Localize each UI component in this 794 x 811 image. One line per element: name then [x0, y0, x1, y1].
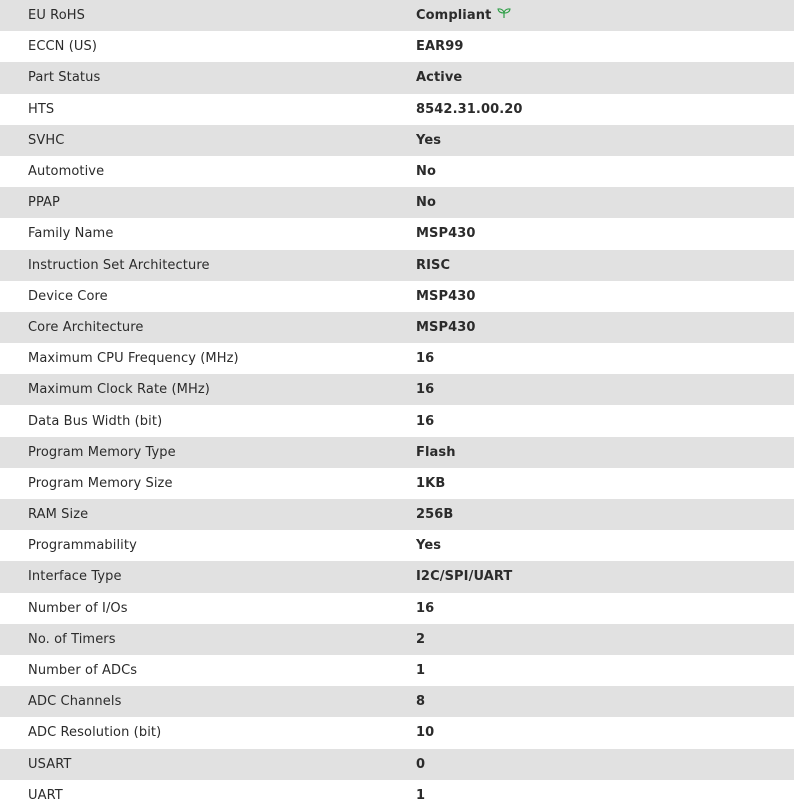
spec-label: PPAP: [28, 195, 60, 211]
spec-value: 8542.31.00.20: [416, 101, 523, 117]
spec-label: ADC Channels: [28, 694, 122, 710]
spec-row: [0, 561, 794, 592]
spec-value: 8: [416, 694, 426, 710]
spec-label: RAM Size: [28, 507, 89, 523]
spec-value: EAR99: [416, 39, 464, 55]
spec-value: No: [416, 195, 437, 211]
spec-value: Flash: [416, 444, 456, 460]
spec-value: 2: [416, 631, 426, 647]
spec-row: [0, 343, 794, 374]
spec-value: I2C/SPI/UART: [416, 569, 513, 585]
spec-row: [0, 405, 794, 436]
spec-label: Interface Type: [28, 569, 122, 585]
spec-label: Automotive: [28, 164, 105, 180]
spec-row: [0, 717, 794, 748]
spec-label: Instruction Set Architecture: [28, 257, 210, 273]
spec-value: 256B: [416, 507, 454, 523]
spec-row: [0, 218, 794, 249]
spec-row: [0, 0, 794, 31]
spec-label: Number of I/Os: [28, 600, 128, 616]
spec-row: [0, 250, 794, 281]
spec-row: [0, 31, 794, 62]
spec-row: [0, 780, 794, 811]
spec-value: 1: [416, 787, 426, 803]
spec-label: Programmability: [28, 538, 137, 554]
spec-label: Number of ADCs: [28, 663, 138, 679]
spec-value-cell: [416, 0, 794, 31]
spec-value: 16: [416, 351, 435, 367]
spec-value: Yes: [416, 132, 442, 148]
spec-label: Part Status: [28, 70, 101, 86]
spec-value: 16: [416, 413, 435, 429]
spec-value: Active: [416, 70, 463, 86]
spec-value: RISC: [416, 257, 451, 273]
spec-label: USART: [28, 756, 72, 772]
spec-row: [0, 156, 794, 187]
spec-value: Compliant: [416, 8, 492, 24]
spec-value: 1KB: [416, 475, 446, 491]
spec-label: Core Architecture: [28, 319, 144, 335]
spec-row: [0, 437, 794, 468]
spec-row: [0, 374, 794, 405]
spec-row: [0, 125, 794, 156]
spec-label: EU RoHS: [28, 8, 85, 24]
spec-row: [0, 686, 794, 717]
spec-row: [0, 749, 794, 780]
spec-label: ECCN (US): [28, 39, 98, 55]
spec-label: Maximum Clock Rate (MHz): [28, 382, 210, 398]
spec-label: SVHC: [28, 132, 65, 148]
spec-row: [0, 94, 794, 125]
spec-label: Family Name: [28, 226, 114, 242]
spec-row: [0, 655, 794, 686]
spec-value: MSP430: [416, 319, 476, 335]
spec-row: [0, 187, 794, 218]
spec-value: Yes: [416, 538, 442, 554]
spec-row: [0, 281, 794, 312]
spec-label: UART: [28, 787, 63, 803]
spec-row: [0, 499, 794, 530]
spec-value: MSP430: [416, 226, 476, 242]
spec-row: [0, 624, 794, 655]
spec-label: Program Memory Type: [28, 444, 176, 460]
spec-label: Device Core: [28, 288, 108, 304]
spec-row: [0, 312, 794, 343]
spec-row: [0, 530, 794, 561]
spec-label: Program Memory Size: [28, 475, 173, 491]
spec-value: 16: [416, 382, 435, 398]
spec-value: 0: [416, 756, 426, 772]
spec-label: No. of Timers: [28, 631, 116, 647]
spec-label: HTS: [28, 101, 55, 117]
spec-value: 16: [416, 600, 435, 616]
spec-label: Data Bus Width (bit): [28, 413, 163, 429]
spec-row: [0, 62, 794, 93]
leaf-icon: [497, 7, 511, 23]
spec-row: [0, 593, 794, 624]
spec-value: No: [416, 164, 437, 180]
spec-label: Maximum CPU Frequency (MHz): [28, 351, 239, 367]
spec-label: ADC Resolution (bit): [28, 725, 162, 741]
spec-row: [0, 468, 794, 499]
spec-value: 1: [416, 663, 426, 679]
spec-value: MSP430: [416, 288, 476, 304]
spec-value: 10: [416, 725, 435, 741]
